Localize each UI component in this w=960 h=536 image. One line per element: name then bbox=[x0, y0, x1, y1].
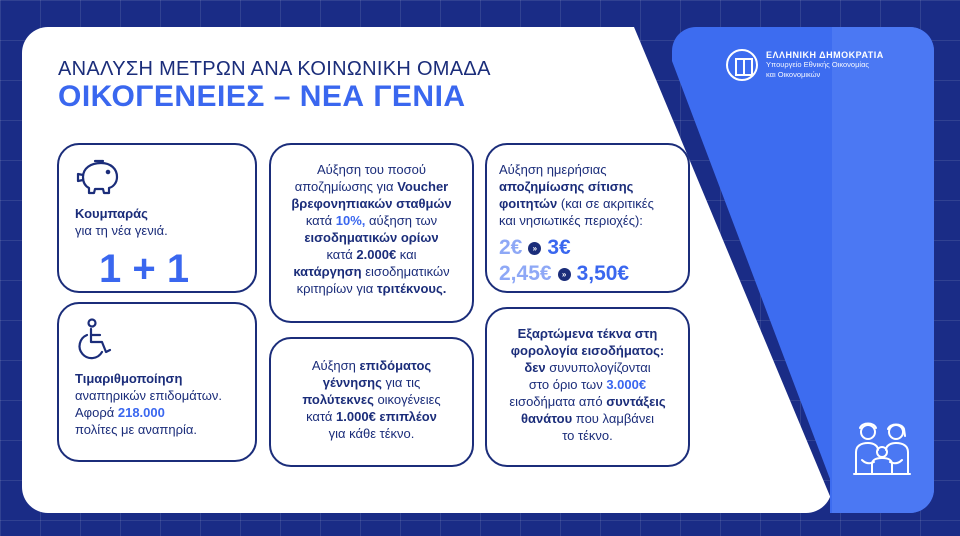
emblem-icon bbox=[726, 49, 758, 81]
page-subtitle: ΟΙΚΟΓΕΝΕΙΕΣ – ΝΕΑ ΓΕΝΙΑ bbox=[58, 80, 466, 113]
card-voucher: Αύξηση του ποσού αποζημίωσης για Voucher βρεφονηπιακών σταθμών κατά 10%, αύξηση των εισοδηματικών ορίων κατά 2.000€ και κατάργηση εισοδηματικών κριτηρίων για τριτέκνους. bbox=[269, 143, 474, 323]
page-title: ΑΝΑΛΥΣΗ ΜΕΤΡΩΝ ΑΝΑ ΚΟΙΝΩΝΙΚΗ ΟΜΑΔΑ bbox=[58, 58, 491, 80]
card-disability-line-1: αναπηρικών επιδομάτων. bbox=[75, 388, 222, 403]
card-dependent-children-tax: Εξαρτώμενα τέκνα στη φορολογία εισοδήματος: δεν συνυπολογίζονται στο όριο των 3.000€ εισοδήματα από συντάξεις θανάτου που λαμβάνει το τέκνο. bbox=[485, 307, 690, 467]
arrow-icon: » bbox=[528, 242, 541, 255]
ministry-line-1: Υπουργείο Εθνικής Οικονομίας bbox=[766, 60, 870, 69]
government-name: ΕΛΛΗΝΙΚΗ ΔΗΜΟΚΡΑΤΙΑ bbox=[766, 50, 884, 60]
card-disability bbox=[57, 302, 257, 462]
card-disability-title: Τιμαριθμοποίηση bbox=[75, 371, 183, 386]
ministry-line-2: και Οικονομικών bbox=[766, 70, 821, 79]
new-price-1: 3€ bbox=[547, 236, 571, 259]
government-logo bbox=[726, 49, 884, 81]
card-disability-line-3: πολίτες με αναπηρία. bbox=[75, 422, 198, 437]
card-piggy-title: Κουμπαράς bbox=[75, 206, 148, 221]
arrow-icon: » bbox=[558, 268, 571, 281]
card-disability-line-2: Αφορά 218.000 bbox=[75, 405, 165, 420]
old-price-1: 2€ bbox=[499, 236, 523, 259]
income-limit: 3.000€ bbox=[606, 377, 647, 392]
old-price-2: 2,45€ bbox=[499, 262, 552, 285]
card-birth-allowance: Αύξηση επιδόματος γέννησης για τις πολύτεκνες οικογένειες κατά 1.000€ επιπλέον για κάθε τέκνο. bbox=[269, 337, 474, 467]
wheelchair-icon bbox=[75, 318, 115, 362]
card-piggy-text: για τη νέα γενιά. bbox=[75, 223, 168, 238]
voucher-percent: 10%, bbox=[335, 213, 366, 228]
beneficiaries-count: 218.000 bbox=[117, 405, 165, 420]
new-price-2: 3,50€ bbox=[576, 262, 630, 285]
card-piggy-bank bbox=[57, 143, 257, 293]
card-piggy-value: 1 + 1 bbox=[99, 247, 190, 291]
piggy-bank-icon bbox=[75, 157, 123, 197]
meal-price-changes bbox=[499, 235, 676, 287]
family-icon bbox=[850, 420, 914, 478]
card-student-meals: Αύξηση ημερήσιας αποζημίωσης σίτισης φοιτητών (και σε ακριτικές και νησιωτικές περιοχές): 2€ » 3€ 2,45€ » 3,50€ bbox=[485, 143, 690, 293]
